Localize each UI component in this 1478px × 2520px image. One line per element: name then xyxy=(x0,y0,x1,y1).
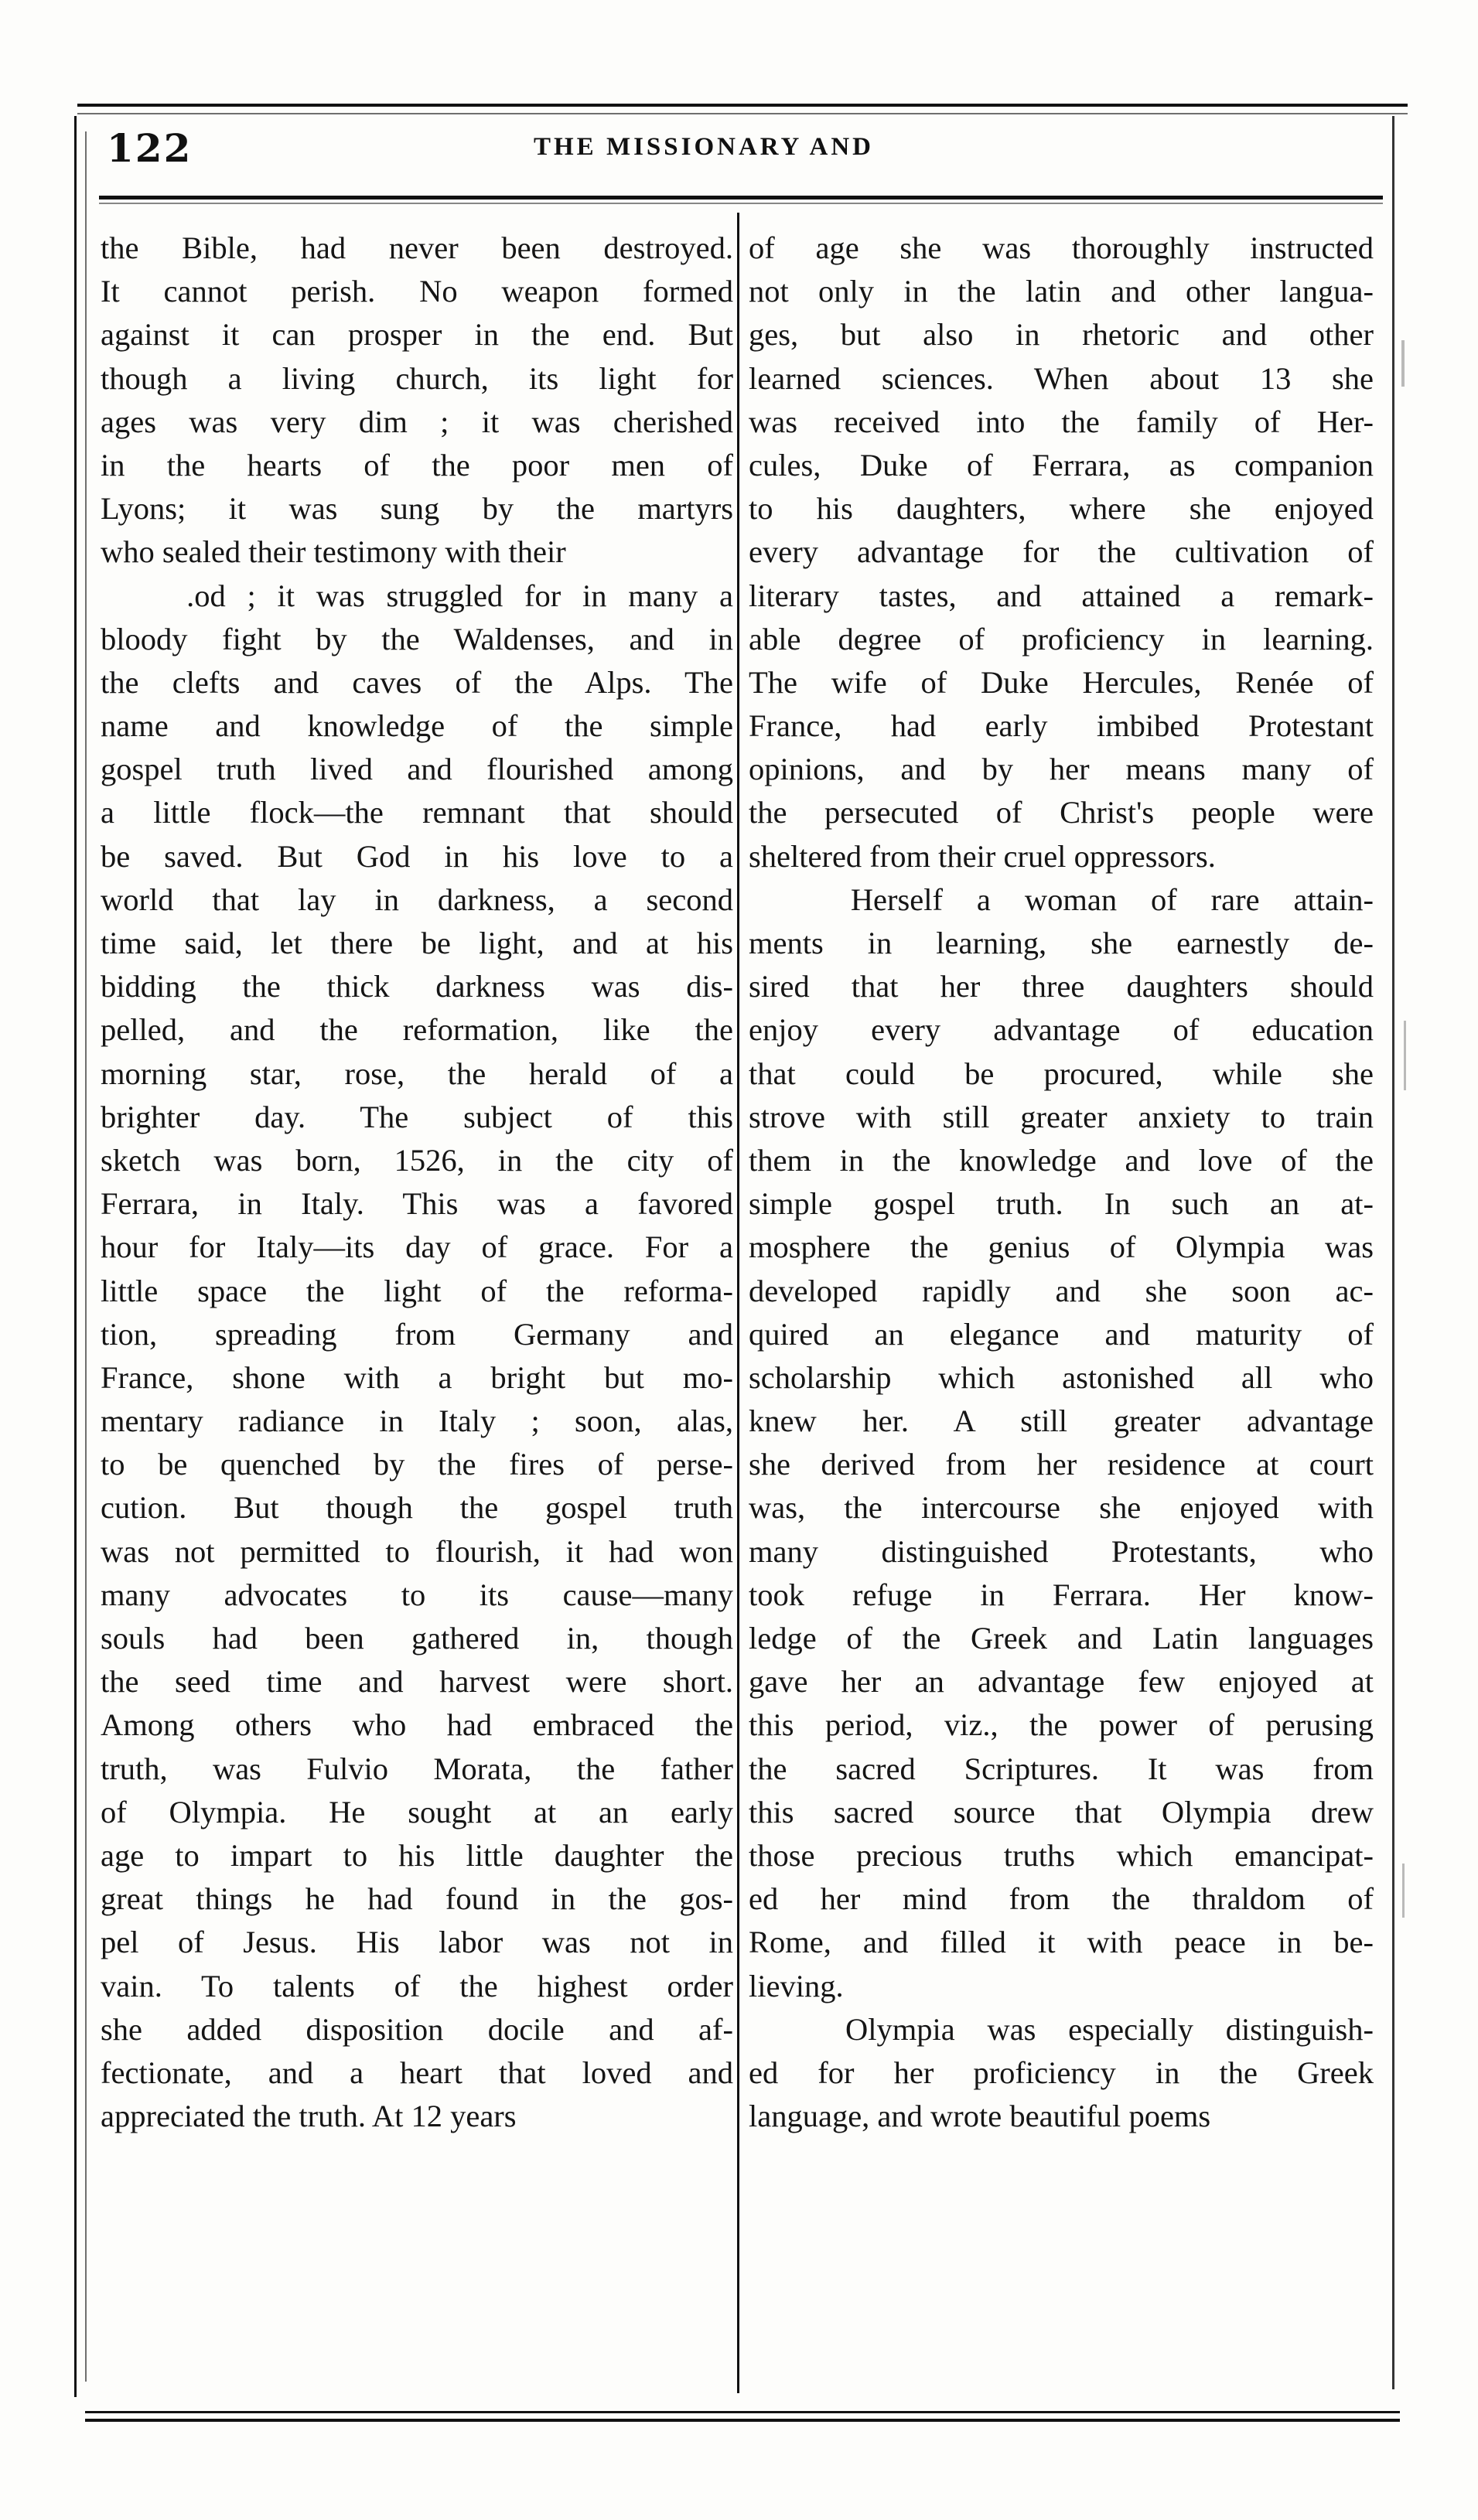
text-line: gave her an advantage few enjoyed at xyxy=(749,1664,1374,1700)
text-line: Rome, and filled it with peace in be- xyxy=(749,1925,1374,1960)
text-line: ments in learning, she earnestly de- xyxy=(749,926,1374,960)
text-line: the persecuted of Christ's people were xyxy=(749,795,1374,830)
text-line: every advantage for the cultivation of xyxy=(749,534,1374,570)
page-header xyxy=(0,116,1478,186)
bottom-rule xyxy=(85,2411,1400,2413)
text-line: the clefts and caves of the Alps. The xyxy=(101,664,733,700)
text-line: name and knowledge of the simple xyxy=(101,708,733,744)
top-rule xyxy=(77,104,1408,107)
text-line: ges, but also in rhetoric and other xyxy=(749,317,1374,353)
bleed-mark xyxy=(1404,1021,1406,1090)
text-line: tion, spreading from Germany and xyxy=(101,1316,733,1352)
text-line: Olympia was especially distinguish- xyxy=(749,2011,1374,2047)
left-margin-line-inner xyxy=(85,131,87,2382)
text-line: pelled, and the reformation, like the xyxy=(101,1012,733,1048)
text-line: this period, viz., the power of perusing xyxy=(749,1707,1374,1743)
text-line: this sacred source that Olympia drew xyxy=(749,1794,1374,1829)
text-line: Ferrara, in Italy. This was a favored xyxy=(101,1186,733,1222)
text-line: great things he had found in the gos- xyxy=(101,1881,733,1917)
text-line: knew her. A still greater advantage xyxy=(749,1403,1374,1439)
text-line: was not permitted to flourish, it had won xyxy=(101,1533,733,1569)
text-line: brighter day. The subject of this xyxy=(101,1099,733,1134)
text-line: the Bible, had never been destroyed. xyxy=(101,230,733,265)
text-line: .od ; it was struggled for in many a xyxy=(101,578,733,613)
page-number: 122 xyxy=(107,125,193,171)
text-line: Among others who had embraced the xyxy=(101,1707,733,1743)
text-line: lieving. xyxy=(749,1968,844,2003)
text-line: took refuge in Ferrara. Her know- xyxy=(749,1577,1374,1612)
text-line: she derived from her residence at court xyxy=(749,1447,1374,1482)
text-line: Herself a woman of rare attain- xyxy=(749,881,1374,917)
text-line: ages was very dim ; it was cherished xyxy=(101,404,733,439)
left-margin-line xyxy=(74,116,77,2397)
running-head: THE MISSIONARY AND xyxy=(534,133,875,161)
text-line: many advocates to its cause—many xyxy=(101,1577,733,1612)
text-line: of Olympia. He sought at an early xyxy=(101,1794,733,1829)
text-line: the seed time and harvest were short. xyxy=(101,1664,733,1700)
text-line: sheltered from their cruel oppressors. xyxy=(749,838,1216,874)
text-line: simple gospel truth. In such an at- xyxy=(749,1186,1374,1222)
text-line: who sealed their testimony with their xyxy=(101,534,566,570)
text-line: against it can prosper in the end. But xyxy=(101,317,733,353)
text-line: not only in the latin and other langua- xyxy=(749,274,1374,309)
text-line: truth, was Fulvio Morata, the father xyxy=(101,1751,733,1786)
text-line: time said, let there be light, and at his xyxy=(101,926,733,960)
header-rule xyxy=(99,196,1383,199)
text-line: was received into the family of Her- xyxy=(749,404,1374,439)
top-rule-thin xyxy=(77,113,1408,114)
text-line: to be quenched by the fires of perse- xyxy=(101,1447,733,1482)
text-line: appreciated the truth. At 12 years xyxy=(101,2099,517,2134)
text-line: enjoy every advantage of education xyxy=(749,1012,1374,1048)
text-line: though a living church, its light for xyxy=(101,360,733,396)
text-line: cution. But though the gospel truth xyxy=(101,1490,733,1526)
text-line: little space the light of the reforma- xyxy=(101,1273,733,1308)
text-line: pel of Jesus. His labor was not in xyxy=(101,1925,733,1960)
text-line: It cannot perish. No weapon formed xyxy=(101,274,733,309)
text-line: literary tastes, and attained a remark- xyxy=(749,578,1374,613)
text-line: be saved. But God in his love to a xyxy=(101,838,733,874)
text-line: quired an elegance and maturity of xyxy=(749,1316,1374,1352)
text-line: sketch was born, 1526, in the city of xyxy=(101,1142,733,1178)
text-line: souls had been gathered in, though xyxy=(101,1621,733,1656)
text-line: gospel truth lived and flourished among xyxy=(101,752,733,787)
text-line: many distinguished Protestants, who xyxy=(749,1533,1374,1569)
text-line: those precious truths which emancipat- xyxy=(749,1837,1374,1873)
right-column xyxy=(749,227,1374,2138)
text-line: morning star, rose, the herald of a xyxy=(101,1055,733,1091)
bleed-mark xyxy=(1402,1864,1405,1918)
text-line: ed her mind from the thraldom of xyxy=(749,1881,1374,1917)
text-line: that could be procured, while she xyxy=(749,1055,1374,1091)
text-line: mosphere the genius of Olympia was xyxy=(749,1229,1374,1265)
bottom-rule-thick xyxy=(85,2419,1400,2422)
text-line: bloody fight by the Waldenses, and in xyxy=(101,621,733,656)
text-line: bidding the thick darkness was dis- xyxy=(101,969,733,1004)
text-line: she added disposition docile and af- xyxy=(101,2011,733,2047)
column-divider xyxy=(737,213,739,2393)
text-line: age to impart to his little daughter the xyxy=(101,1837,733,1873)
text-line: language, and wrote beautiful poems xyxy=(749,2099,1211,2134)
header-rule-thin xyxy=(99,203,1383,204)
text-line: ed for her proficiency in the Greek xyxy=(749,2055,1374,2090)
text-line: of age she was thoroughly instructed xyxy=(749,230,1374,265)
text-line: ledge of the Greek and Latin languages xyxy=(749,1621,1374,1656)
text-line: cules, Duke of Ferrara, as companion xyxy=(749,447,1374,483)
text-line: Lyons; it was sung by the martyrs xyxy=(101,491,733,527)
text-line: opinions, and by her means many of xyxy=(749,752,1374,787)
text-line: scholarship which astonished all who xyxy=(749,1359,1374,1395)
text-line: fectionate, and a heart that loved and xyxy=(101,2055,733,2090)
text-line: the sacred Scriptures. It was from xyxy=(749,1751,1374,1786)
text-line: a little flock—the remnant that should xyxy=(101,795,733,830)
text-line: strove with still greater anxiety to train xyxy=(749,1099,1374,1134)
bleed-mark xyxy=(1401,340,1405,387)
text-line: world that lay in darkness, a second xyxy=(101,881,733,917)
text-line: The wife of Duke Hercules, Renée of xyxy=(749,664,1374,700)
left-column xyxy=(101,227,733,2138)
text-line: was, the intercourse she enjoyed with xyxy=(749,1490,1374,1526)
text-line: learned sciences. When about 13 she xyxy=(749,360,1374,396)
text-line: able degree of proficiency in learning. xyxy=(749,621,1374,656)
right-margin-line xyxy=(1392,116,1394,2389)
text-line: developed rapidly and she soon ac- xyxy=(749,1273,1374,1308)
text-line: vain. To talents of the highest order xyxy=(101,1968,733,2003)
text-line: to his daughters, where she enjoyed xyxy=(749,491,1374,527)
text-line: France, had early imbibed Protestant xyxy=(749,708,1374,744)
text-line: France, shone with a bright but mo- xyxy=(101,1359,733,1395)
text-line: mentary radiance in Italy ; soon, alas, xyxy=(101,1403,733,1439)
text-line: hour for Italy—its day of grace. For a xyxy=(101,1229,733,1265)
text-line: in the hearts of the poor men of xyxy=(101,447,733,483)
text-line: them in the knowledge and love of the xyxy=(749,1142,1374,1178)
text-line: sired that her three daughters should xyxy=(749,969,1374,1004)
